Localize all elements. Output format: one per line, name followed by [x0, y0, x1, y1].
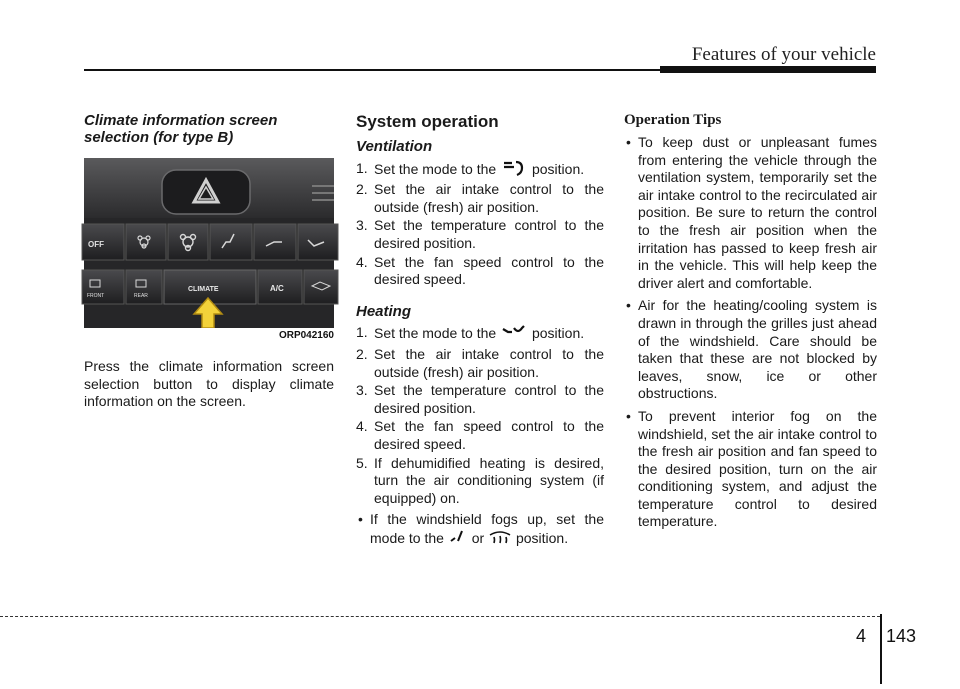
- list-item: • To keep dust or unpleasant fumes from entering the vehicle through the ventilation system, temporarily set the air intake control to the recirculated air position. Be sure to return the control to the fresh air position when the irritation has passed to keep fresh air in the vehicle. This will help keep the driver alert and comfortable.: [626, 134, 877, 291]
- tips-list: [624, 134, 877, 531]
- list-item: 4. Set the fan speed control to the desired speed.: [356, 253, 604, 288]
- chapter-number: 4: [856, 626, 867, 646]
- list-item: 4. Set the fan speed control to the desired speed.: [356, 418, 604, 452]
- list-item: 1. Set the mode to the position.: [356, 160, 604, 181]
- defrost-icon: [488, 529, 512, 550]
- list-item: 2. Set the air intake control to the outside (fresh) air position.: [356, 345, 604, 380]
- subsection-heading: Heating: [356, 302, 412, 320]
- climate-panel-illustration: [84, 158, 334, 328]
- page-number: 143: [886, 626, 917, 646]
- list-item: 1. Set the mode to the position.: [356, 324, 604, 345]
- floor-vent-icon: [500, 324, 528, 345]
- footer-rule: [0, 616, 880, 617]
- list-item: • Air for the heating/cooling system is drawn in through the grilles just ahead of the windshield. Care should be taken that these are not blocked by leaves, snow, ice or other obstructions.: [626, 297, 877, 402]
- running-header: Features of your vehicle: [691, 44, 876, 65]
- svg-text:A/C: A/C: [270, 284, 284, 293]
- floor-defrost-icon: [448, 529, 468, 550]
- header-bar: [660, 66, 876, 73]
- face-vent-icon: [500, 160, 528, 181]
- column-left: [84, 112, 334, 146]
- list-item: 2. Set the air intake control to the outside (fresh) air position.: [356, 181, 604, 215]
- section-subheading: Climate information screen selection (for type B): [84, 112, 278, 146]
- heating-bullets: [356, 511, 604, 549]
- column-right: [624, 112, 877, 536]
- header-rule: [84, 69, 660, 71]
- svg-text:CLIMATE: CLIMATE: [188, 286, 219, 293]
- ventilation-steps: [356, 160, 604, 289]
- list-item: • To prevent interior fog on the windshield, set the air intake control to the fresh air position and fan speed to the desired position, turn on the air conditioning system, and adjust the temperature control to desired temperature.: [626, 407, 877, 530]
- list-item: 3. Set the temperature control to the desired position.: [356, 217, 604, 251]
- section-heading: System operation: [356, 112, 499, 131]
- svg-text:OFF: OFF: [88, 240, 104, 249]
- paragraph: Press the climate information screen selection button to display climate information on the screen.: [84, 358, 334, 410]
- list-item: • If the windshield fogs up, set the mode to the or position.: [356, 511, 604, 549]
- svg-text:REAR: REAR: [134, 293, 148, 299]
- section-heading: Operation Tips: [624, 112, 722, 128]
- heating-steps: [356, 324, 604, 507]
- climate-panel-figure: [84, 158, 334, 341]
- footer-divider: [880, 614, 882, 684]
- list-item: 5. If dehumidified heating is desired, turn the air conditioning system (if equipped) on.: [356, 454, 604, 506]
- column-middle: [356, 112, 604, 554]
- svg-text:FRONT: FRONT: [87, 293, 105, 299]
- list-item: 3. Set the temperature control to the desired position.: [356, 382, 604, 416]
- subsection-heading: Ventilation: [356, 138, 433, 155]
- figure-label: ORP042160: [84, 328, 334, 344]
- column-left-text: [84, 358, 334, 411]
- hazard-button: [162, 170, 250, 214]
